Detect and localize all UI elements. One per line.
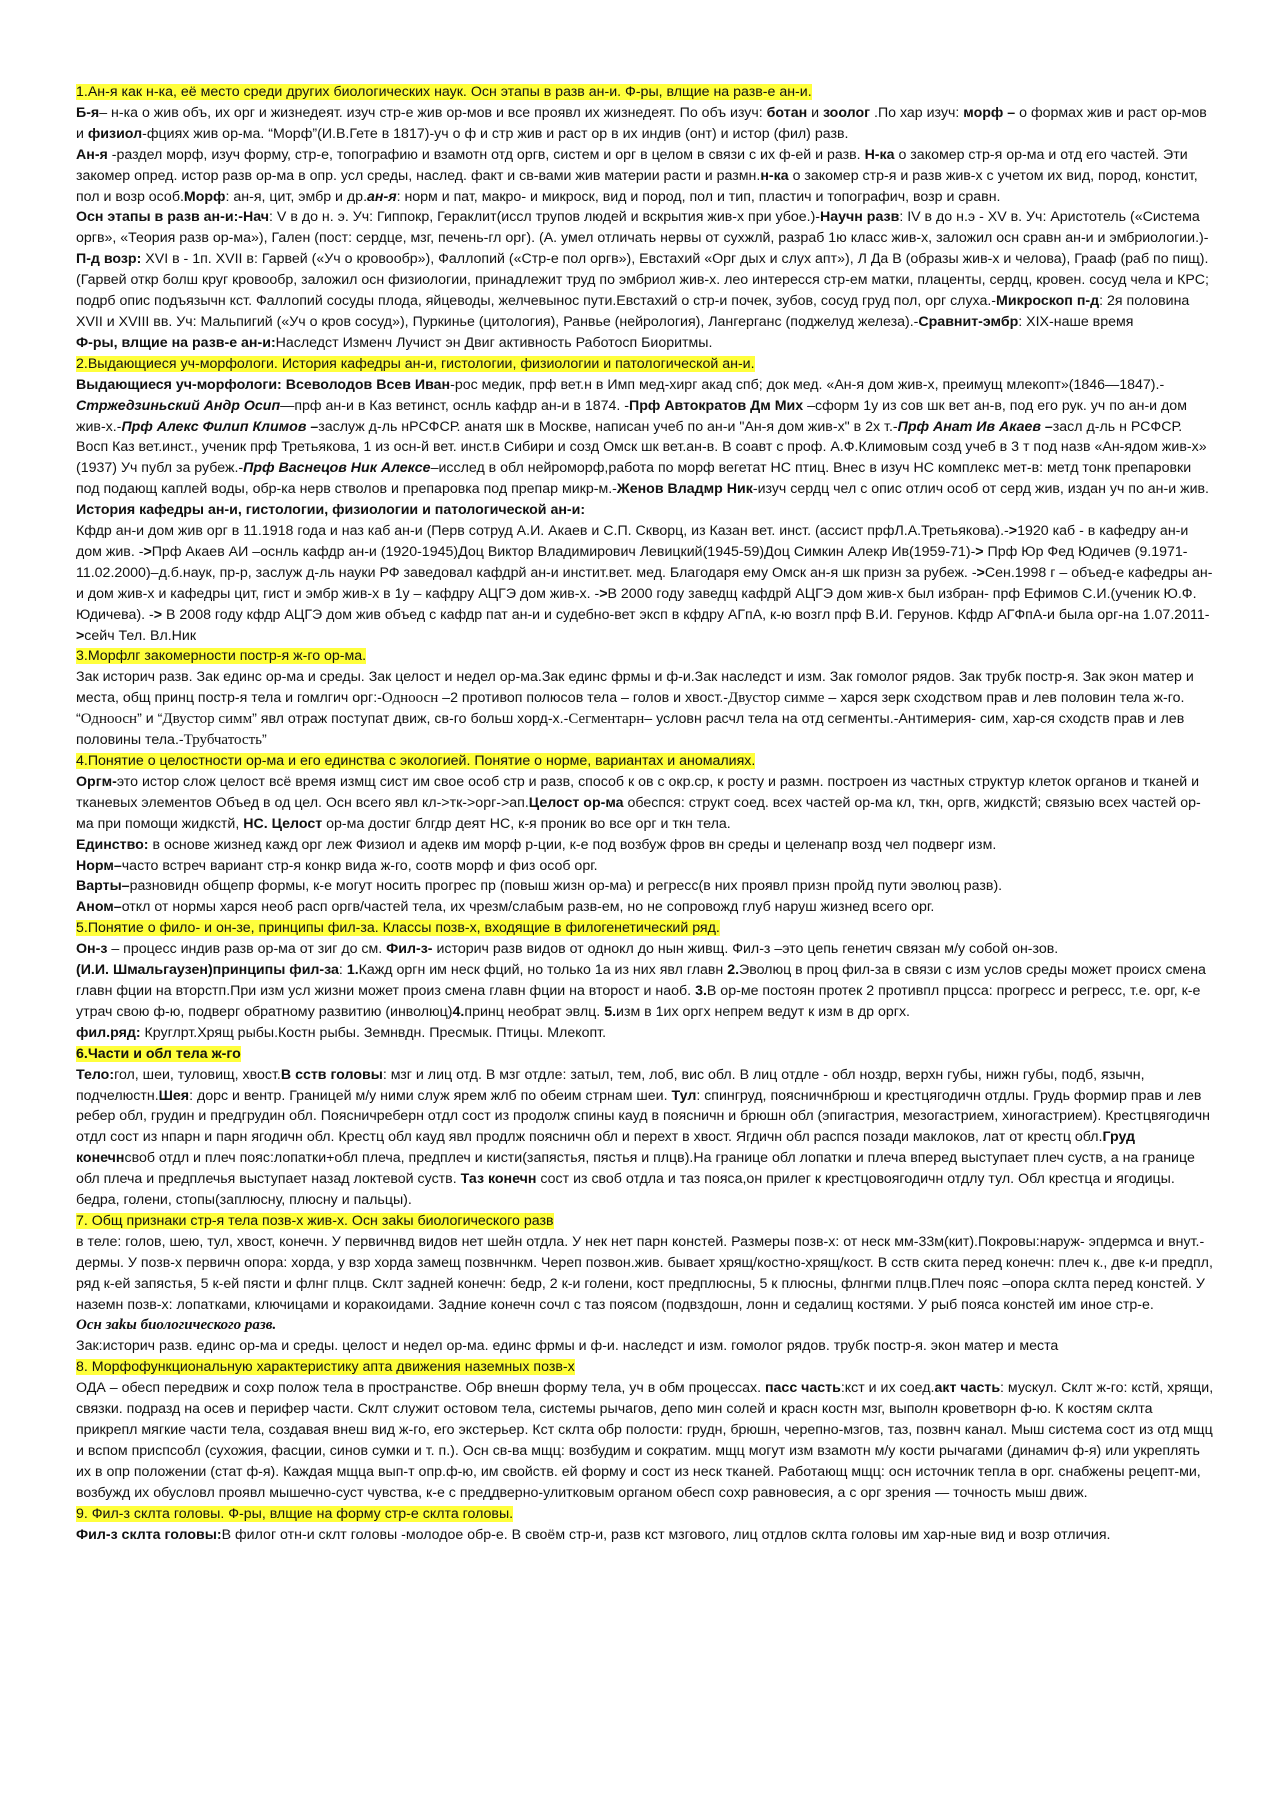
text-run: Выдающиеся уч-морфологи: Всеволодов Всев Иван <box>76 376 451 393</box>
paragraph <box>76 103 1214 145</box>
text-run: Целост ор-ма <box>528 794 624 811</box>
section-heading <box>76 918 1214 939</box>
text-run: заслуж д-ль нРСФСР. анатя шк в Москве, написан учеб по ан-и "Ан-я дом жив-х" в 2х т.- <box>318 418 898 435</box>
text-run: > <box>599 585 608 602</box>
paragraph <box>76 500 1214 521</box>
text-run: Фил-з склта головы: <box>76 1526 222 1543</box>
text-run: : мзг и лиц отд. В мзг отдле: затыл, тем, лоб, вис обл. В лиц отдле - обл ноздр, верхн губы, нижн губы, подб, язычн, подчелюстн. <box>76 1066 1145 1104</box>
text-run: Прф Автократов Дм Мих <box>629 397 804 414</box>
text-run: > <box>76 627 85 644</box>
heading-text: 1.Ан-я как н-ка, её место среди других биологических наук. Осн этапы в разв ан-и. Ф-ры, влщие на разв-е ан-и. <box>76 84 812 100</box>
text-run: В филог отн-и склт головы -молодое обр-е. В своём стр-и, разв кст мзгового, лиц отдлов склта головы им хар-ные вид и возр отличия. <box>221 1526 1111 1543</box>
text-run: Норм– <box>76 857 122 874</box>
text-run: Аном– <box>76 899 122 916</box>
text-run: Сегментарн <box>568 711 645 728</box>
heading-text: 6.Части и обл тела ж-го <box>76 1045 241 1062</box>
text-run: Н-ка <box>864 146 895 163</box>
text-run: Осн заkы биологического разв. <box>76 1317 277 1334</box>
text-run: (И.И. Шмальгаузен)принципы фил-за <box>76 962 339 979</box>
text-run: В ор-ме постоян протек 2 противпл прцсса: прогресс и регресс, т.е. орг, к-е утрач свою ф-ю, подверг обратному развитию (инволюц) <box>76 982 1201 1020</box>
text-run: Стржедзиньский Андр Осип <box>76 397 281 414</box>
paragraph <box>76 1023 1214 1044</box>
text-run: разновидн общепр формы, к-е могут носить прогрес пр (повыш жизн ор-ма) и регресс(в них проявл призн пройд пути эволюц разв). <box>129 878 1003 895</box>
text-run: морф – <box>963 104 1016 121</box>
text-run: Сравнит-эмбр <box>918 313 1019 330</box>
text-run: Прф Алекс Филип Климов – <box>121 418 319 435</box>
text-run: 5. <box>604 1003 617 1020</box>
paragraph <box>76 856 1214 877</box>
section-heading <box>76 82 1214 103</box>
paragraph <box>76 1336 1214 1357</box>
text-run: П-д возр: <box>76 251 142 268</box>
text-run: Прф Юр Фед Юдичев (9.1971-11.02.2000)–д.б.наук, пр-р, заслуж д-ль науки РФ заведовал кафдрй ан-и инстит.вет. мед. Благодаря ему Омск ан-я шк призн за рубеж. - <box>76 543 1188 581</box>
text-run: НС. Целост <box>243 815 323 832</box>
text-run: – харся зерк сходством прав и лев половин тела ж-го. “ <box>76 690 1185 728</box>
text-run: Сен.1998 г – объед-е кафедры ан-и дом жив-х и кафедры цит, гист и эмбр жив-х в 1у – кафдру АЦГЭ дом жив-х. - <box>76 564 1213 602</box>
heading-text: 2.Выдающиеся уч-морфологи. История кафедры ан-и, гистологии, физиологии и патологической ан-и. <box>76 355 755 372</box>
text-run: часто встреч вариант стр-я конкр вида ж-го, соотв морф и физ особ орг. <box>121 857 598 874</box>
text-run: : дорс и вентр. Границей м/у ними служ ярем жлб по обеим стрнам шеи. <box>189 1087 672 1104</box>
text-run: в основе жизнед кажд орг леж Физиол и адекв им морф р-ции, к-е под возбуж фров вн среды и целенапр возд чел подверг изм. <box>148 836 997 853</box>
text-run: – н-ка о жив объ, их орг и жизнедеят. изуч стр-е жив ор-мов и все проявл их жизнедеят. По объ изуч: <box>99 104 767 121</box>
text-run: Одноосн <box>381 690 439 707</box>
paragraph <box>76 1378 1214 1503</box>
text-run: История кафедры ан-и, гистологии, физиологии и патологической ан-и: <box>76 502 586 519</box>
text-run: -раздел морф, изуч форму, стр-е, топографию и взамотн отд оргв, систем и орг в целом в связи с их ф-ей и разв. <box>111 146 865 163</box>
text-run: Прф Анат Ив Акаев – <box>897 418 1053 435</box>
section-heading <box>76 1357 1214 1378</box>
text-run: сост из своб отдла и таз пояса,он прилег к крестцовоягодичн отдлу тул. Обл крестца и ягодицы. бедра, голени, стопы(заплюсну, плюсну и пальцы). <box>76 1171 1175 1209</box>
paragraph <box>76 772 1214 835</box>
text-run: своб отдл и плеч пояс:лопатки+обл плеча, предплеч и кисти(запястья, пястья и плцв).На границе обл лопатки и плеча вперед выступает плеч суств, а на границе обл плеча и предплечья выступает назад локтевой суств. <box>76 1150 1195 1188</box>
text-run: акт часть <box>934 1380 1001 1397</box>
text-run: – условн расчл тела на отд сегменты.-Антимерия- сим, хар-ся сходств прав и лев половины тела.- <box>76 711 1185 749</box>
text-run: Двустор симм <box>162 711 253 728</box>
paragraph <box>76 333 1214 354</box>
text-run: ботан <box>766 104 808 121</box>
text-run: в теле: голов, шею, тул, хвост, конечн. У первичнвд видов нет шейн отдла. У нек нет парн констей. Размеры позв-х: от неск мм-33м(кит).Покровы:наруж- эпдермса и внут.-дермы. У позв-х первичн опора: хорда, у взр хорда замещ позвнчнкм. Череп позвон.жив. бывает хрящ/костно-хрящ/кост. В сств скита перед конечн: плеч к., две к-и предпл, ряд к-ей запястья, 5 к-ей пясти и флнг плцв. Склт задней конечн: бедр, 2 к-и голени, кост предплюсны, 5 к плюсны, флнгми плцв.Плеч пояс –опора склта перед констей. У наземн позв-х: лопатками, ключицами и коракоидами. Задние конечн сочл с таз поясом (подвздошн, лонн и седалищ костями. У рыб пояса констей им иное стр-е. <box>76 1233 1213 1313</box>
text-run: : XIX-наше время <box>1018 313 1134 330</box>
text-run: о закомер стр-я и разв жив-х с учетом их вид, пород, констит, пол и возр особ. <box>76 167 1198 205</box>
text-run: :кст и их соед. <box>840 1380 935 1397</box>
text-run: – процесс индив разв ор-ма от зиг до см. <box>107 941 387 958</box>
paragraph <box>76 667 1214 751</box>
section-heading <box>76 354 1214 375</box>
text-run: Ф-ры, влщие на разв-е ан-и: <box>76 334 276 351</box>
text-run: –сформ 1у из сов шк вет ан-в, под его рук. уч по ан-и дом жив-х.- <box>76 397 1187 435</box>
text-run: 1. <box>346 962 359 979</box>
text-run: : <box>338 962 347 979</box>
text-run: пасс часть <box>764 1380 841 1397</box>
text-run: физиол <box>87 125 143 142</box>
paragraph <box>76 375 1214 500</box>
section-heading <box>76 1504 1214 1525</box>
text-run: Микроскоп п-д <box>996 293 1100 310</box>
text-run: ” <box>261 732 267 749</box>
section-heading <box>76 646 1214 667</box>
text-run: Морф <box>183 188 226 205</box>
text-run: Зак историч разв. Зак единс ор-ма и среды. Зак целост и недел ор-ма.Зак единс фрмы и ф-и.Зак наследст и изм. Зак гомолог рядов. Зак трубк постр-я. Зак экон матер и места, общ принц постр-я тела и гомлгич орг:- <box>76 669 1194 707</box>
text-run: Наследст Изменч Лучист эн Двиг активность Работосп Биоритмы. <box>275 334 713 351</box>
text-run: откл от нормы харся необ расп оргв/частей тела, их чрезм/слабым разв-ем, но не сопровожд глуб наруш жизнед всего орг. <box>121 899 935 916</box>
text-run: Ан-я <box>76 146 112 163</box>
text-run: Фил-з- <box>386 941 433 958</box>
text-run: Груд конечн <box>76 1129 1136 1167</box>
text-run: В 2008 году кфдр АЦГЭ дом жив объед с кафдр пат ан-и и судебно-вет эксп в кфдру АГпА, к-ю возгл прф В.И. Герунов. Кфдр АГФпА-и была орг-на 1.07.2011- <box>162 606 1210 623</box>
text-run: Одноосн <box>80 711 138 728</box>
text-run: изм в 1их оргх непрем ведут к изм в др оргх. <box>616 1003 910 1020</box>
paragraph <box>76 960 1214 1023</box>
paragraph <box>76 939 1214 960</box>
document-page <box>76 82 1214 1545</box>
text-run: Единство: <box>76 836 149 853</box>
text-run: -изуч сердц чел с опис отлич особ от серд жив, издан уч по ан-и жив. <box>752 481 1210 498</box>
text-run: Шея <box>158 1087 190 1104</box>
text-run: Круглрт.Хрящ рыбы.Костн рыбы. Земнвдн. Пресмык. Птицы. Млекопт. <box>140 1024 607 1041</box>
text-run: фил.ряд: <box>76 1024 141 1041</box>
text-run: 3. <box>695 982 707 999</box>
text-run: Зак:историч разв. единс ор-ма и среды. целост и недел ор-ма. единс фрмы и ф-и. наследст и изм. гомолог рядов. трубк постр-я. экон матер и места <box>76 1338 1059 1355</box>
paragraph <box>76 835 1214 856</box>
text-run: : IV в до н.э - XV в. Уч: Аристотель («Система оргв», «Теория разв ор-ма»), Гален (пост: сердце, мзг, печень-гл орг). (А. умел отличать нервы от сухжлй, разраб 1ю класс жив-х, заложил осн сравн ан-и и эмбриологии.)- <box>76 209 1209 247</box>
text-run: .По хар изуч: <box>870 104 964 121</box>
text-run: : 2я половина XVII и XVIII вв. Уч: Мальпигий («Уч о кров сосуд»), Пуркинье (цитология), Ранвье (нейрология), Лангерганс (поджелуд железа).- <box>76 293 1190 330</box>
text-run: Эволюц в проц фил-за в связи с изм услов среды может происх смена главн фции на вторстп.При изм усл жизни может произ смена главн фции на второст и наоб. <box>76 962 1206 999</box>
text-run: > <box>975 543 984 560</box>
text-run: зоолог <box>822 104 871 121</box>
text-run: гол, шеи, туловищ, хвост. <box>114 1066 281 1083</box>
heading-text: 3.Морфлг закомерности постр-я ж-го ор-ма. <box>76 648 367 665</box>
text-run: В сств головы <box>280 1066 383 1083</box>
text-run: Б-я <box>76 104 100 121</box>
text-run: > <box>1008 523 1018 540</box>
text-run: XVI в - 1п. XVII в: Гарвей («Уч о кровообр»), Фаллопий («Стр-е пол оргв»), Евстахий «Орг дых и слух апт»), Л Да В (образы жив-х и челова), Грааф (раб по пищ).(Гарвей откр болш круг кровообр, заложил осн физиологии, принадлежит труд по эмбриол жив-х. лео интересся стр-ем матки, плаценты, сердц, кровен. сосуд чела и КРС; подрб опис подъязычн кст. Фаллопий сосуды плода, яйцеводы, желчевынос пути.Евстахий о стр-и почек, зубов, сосуд груд пол, орг слуха.- <box>76 251 1209 310</box>
text-run: это истор слож целост всё время измщ сист им свое особ стр и разв, способ к ов с окр.ср, к росту и размн. построен из частных структур клеток органов и тканей и тканевых элементов Объед в од цел. Осн всего явл кл->тк->орг->ап. <box>76 773 1200 811</box>
text-run: Варты– <box>76 878 130 895</box>
text-run: Тул <box>671 1087 697 1104</box>
text-run: Тело: <box>76 1066 115 1083</box>
text-run: Трубчатость <box>183 732 262 749</box>
paragraph <box>76 521 1214 646</box>
text-run: ан-я <box>367 188 397 205</box>
text-run: > <box>976 564 985 581</box>
text-run: : норм и пат, макро- и микроск, вид и пород, пол и тип, пластич и топографич, возр и сравн. <box>396 188 1001 205</box>
heading-text: 7. Общ признаки стр-я тела позв-х жив-х. Осн заkы биологического разв <box>76 1212 554 1229</box>
text-run: Научн разв <box>820 209 900 226</box>
paragraph <box>76 897 1214 918</box>
heading-text: 4.Понятие о целостности ор-ма и его единства с экологией. Понятие о норме, вариантах и аномалиях. <box>76 753 756 769</box>
text-run: Женов Владмр Ник <box>616 481 753 498</box>
text-run: принц необрат эвлц. <box>464 1003 605 1020</box>
text-run: Двустор симме <box>728 690 825 707</box>
paragraph <box>76 1232 1214 1316</box>
section-heading <box>76 1044 1214 1065</box>
text-run: Кфдр ан-и дом жив орг в 11.1918 года и наз каб ан-и (Перв сотруд А.И. Акаев и С.П. Скворц, из Казан вет. инст. (ассист прфЛ.А.Третьякова).- <box>76 523 1009 540</box>
text-run: 1920 каб - в кафедру ан-и дом жив. - <box>76 523 1189 560</box>
text-run: -фциях жив ор-ма. “Морф”(И.В.Гете в 1817)-уч о ф и стр жив и раст ор в их индив (онт) и истор (фил) разв. <box>142 125 849 142</box>
text-run: > <box>153 606 163 623</box>
text-run: –2 противоп полюсов тела – голов и хвост.- <box>438 690 729 707</box>
text-run: о закомер стр-я ор-ма и отд его частей. Эти закомер опред. истор разв ор-ма в опр. усл среды, наслед. факт и св-вами жив материи расти и размн. <box>76 146 1188 184</box>
paragraph <box>76 1525 1214 1546</box>
text-run: 2. <box>727 962 740 979</box>
text-run: : мускул. Склт ж-го: кстй, хрящи, связки. подразд на осев и перифер части. Склт служит остовом тела, системы рычагов, депо мин солей и красн костн мзг, выполн кроветворн ф-ю. К костям склта прикрепл мягкие части тела, создавая внеш вид ж-го, его экстерьер. Кст склта обр полости: грудн, брюшн, черепно-мзгов, таз, позвнч канал. Мыш система сост из отд мщц и вспом приспсобл (сухожия, фасции, синов сумки и т. п.). Осн св-ва мщц: возбудим и сократим. мщц могут изм взамотн м/у кости рычагами (динамич ф-я) или укреплять их в опр положении (стат ф-я). Каждая мщца вып-т опр.ф-ю, им свойств. ей форму и сост из неск тканей. Работающ мщц: осн источник тепла в орг. снабжены рецепт-ми, возбужд их обусловл проявл мышечно-суст чувства, к-е с преддверно-улитковым органом обесп сохр равновесия, а с орг зрения — точность мыш движ. <box>76 1380 1214 1501</box>
text-run: : V в до н. э. Уч: Гиппокр, Гераклит(иссл трупов людей и вскрытия жив-х при убое.)- <box>269 209 821 226</box>
text-run: обеспся: структ соед. всех частей ор-ма кл, ткн, оргв, жидкстй; связыю всех частей ор-ма при помощи жидкстй, <box>76 794 1201 832</box>
text-run: засл д-ль н РСФСР. Восп Каз вет.инст., ученик прф Третьякова, 1 из осн-й вет. инст.в Сибири и созд Омск шк вет.ан-в. В соавт с проф. А.Ф.Климовым созд учеб в 3 т под назв «Ан-ядом жив-х» (1937) Уч публ за рубеж.- <box>76 418 1207 477</box>
text-run: -рос медик, прф вет.н в Имп мед-хирг акад спб; док мед. «Ан-я дом жив-х, преимущ млекопт»(1846—1847).- <box>450 376 1165 393</box>
text-run: о формах жив и раст ор-мов и <box>76 104 1207 142</box>
section-heading <box>76 751 1214 772</box>
text-run: Таз конечн <box>460 1171 537 1188</box>
text-run: сейч Тел. Вл.Ник <box>84 627 197 644</box>
text-run: ор-ма достиг блгдр деят НС, к-я проник во все орг и ткн тела. <box>322 815 731 832</box>
paragraph <box>76 1315 1214 1336</box>
heading-text: 8. Морфофункциональную характеристику апта движения наземных позв-х <box>76 1359 575 1376</box>
text-run: ” и “ <box>137 711 163 728</box>
section-heading <box>76 1211 1214 1232</box>
paragraph <box>76 876 1214 897</box>
text-run: ОДА – обесп передвиж и сохр полож тела в пространстве. Обр внешн форму тела, уч в обм процессах. <box>76 1380 765 1397</box>
text-run: Прф Акаев АИ –оснль кафдр ан-и (1920-1945)Доц Виктор Владимирович Левицкий(1945-59)Доц Симкин Алекр Ив(1959-71)- <box>151 543 976 560</box>
text-run: > <box>143 543 152 560</box>
text-run: –исслед в обл нейроморф,работа по морф вегетат НС птиц. Внес в изуч НС комплекс мет-в: метд тонк препаровки под подающ каплей воды, обр-ка нерв стволов и препаровка под препар микр-м.- <box>76 460 1192 498</box>
heading-text: 9. Фил-з склта головы. Ф-ры, влщие на форму стр-е склта головы. <box>76 1505 514 1522</box>
text-run: Осн этапы в разв ан-и:-Нач <box>76 209 270 226</box>
text-run: Оргм- <box>76 773 117 790</box>
heading-text: 5.Понятие о фило- и он-зе, принципы фил-за. Классы позв-х, входящие в филогенетический ряд. <box>76 920 720 937</box>
text-run: 4. <box>452 1003 465 1020</box>
text-run: историч разв видов от однокл до нын живщ. Фил-з –это цепь генетич связан м/у собой он-зов. <box>432 941 1059 958</box>
paragraph <box>76 207 1214 332</box>
paragraph <box>76 1065 1214 1211</box>
text-run: ” явл отраж поступат движ, св-го больш хорд-х.- <box>252 711 569 728</box>
text-run: Прф Васнецов Ник Алексе <box>243 460 431 477</box>
text-run: Кажд оргн им неск фций, но только 1а из них явл главн <box>358 962 728 979</box>
text-run: Он-з <box>76 941 108 958</box>
paragraph <box>76 145 1214 208</box>
text-run: : ан-я, цит, эмбр и др. <box>225 188 368 205</box>
text-run: : спингруд, поясничнбрюш и крестцягодичн отдлы. Грудь формир прав и лев ребер обл, грудин и предгрудин обл. Поясничреберн отдл сост из продолж спины кауд в поясничн и брюшн обл (эпигастрия, мезогастрием, хиногастрием). Крестцвягодичн отдл сост из нпарн и парн ягодичн обл. Крестц обл кауд явл продлж поясничн обл и перехт в хвост. Ягдичн обл распся позади маклоков, лат от крестц обл. <box>76 1087 1210 1146</box>
text-run: В 2000 году заведщ кафдрй АЦГЭ дом жив-х был избран- прф Ефимов С.И.(ученик Ю.Ф. Юдичева). - <box>76 585 1197 623</box>
text-run: —прф ан-и в Каз ветинст, оснль кафдр ан-и в 1874. - <box>280 397 629 414</box>
text-run: н-ка <box>760 167 789 184</box>
text-run: и <box>807 104 823 121</box>
